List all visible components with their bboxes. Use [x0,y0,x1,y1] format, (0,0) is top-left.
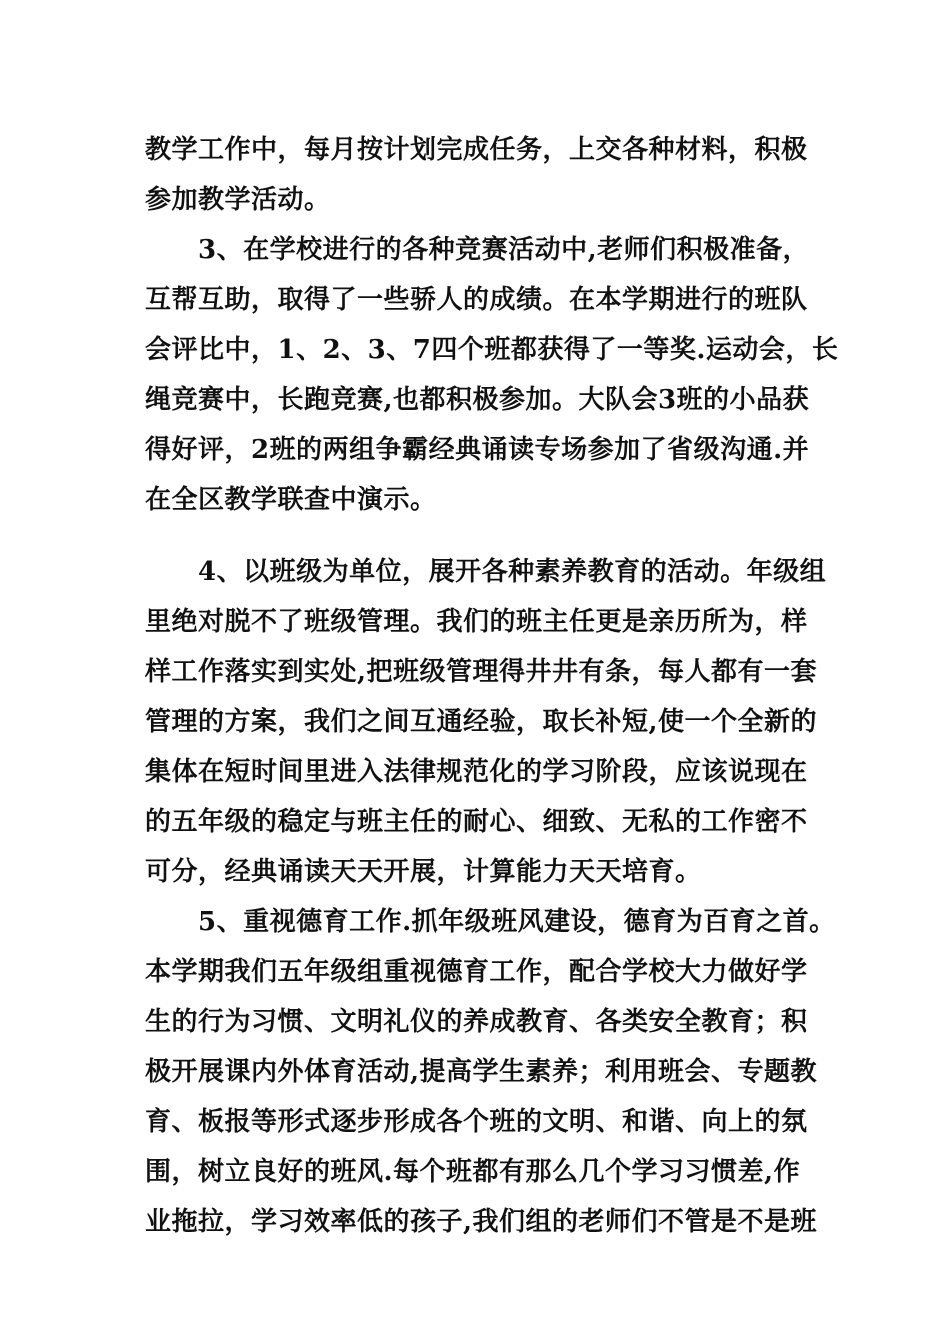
text-line: 育、板报等形式逐步形成各个班的文明、和谐、向上的氛 [145,1107,808,1137]
text-line: 围，树立良好的班风.每个班都有那么几个学习习惯差,作 [145,1157,801,1187]
text-line: 集体在短时间里进入法律规范化的学习阶段，应该说现在 [145,757,808,787]
text-line: 极开展课内外体育活动,提高学生素养；利用班会、专题教 [145,1057,818,1087]
text-line: 业拖拉，学习效率低的孩子,我们组的老师们不管是不是班 [145,1207,818,1237]
text-line: 样工作落实到实处,把班级管理得井井有条，每人都有一套 [145,657,818,687]
text-line: 里绝对脱不了班级管理。我们的班主任更是亲历所为，样 [145,607,808,637]
text-line: 教学工作中，每月按计划完成任务，上交各种材料，积极 [145,135,808,165]
text-line: 管理的方案，我们之间互通经验，取长补短,使一个全新的 [145,707,818,737]
text-line: 会评比中，1、2、3、7四个班都获得了一等奖.运动会，长 [145,335,839,365]
text-line: 互帮互助，取得了一些骄人的成绩。在本学期进行的班队 [145,285,808,315]
paragraph-start-line: 4、以班级为单位，展开各种素养教育的活动。年级组 [198,557,827,587]
text-line: 生的行为习惯、文明礼仪的养成教育、各类安全教育；积 [145,1007,808,1037]
text-line: 本学期我们五年级组重视德育工作，配合学校大力做好学 [145,957,808,987]
paragraph-start-line: 5、重视德育工作.抓年级班风建设，德育为百育之首。 [198,907,836,937]
text-line: 的五年级的稳定与班主任的耐心、细致、无私的工作密不 [145,807,808,837]
text-line: 得好评，2班的两组争霸经典诵读专场参加了省级沟通.并 [145,435,810,465]
text-line: 参加教学活动。 [145,185,331,215]
paragraph-start-line: 3、在学校进行的各种竞赛活动中,老师们积极准备， [198,235,810,265]
text-line: 在全区教学联查中演示。 [145,485,437,515]
text-line: 可分，经典诵读天天开展，计算能力天天培育。 [145,857,702,887]
text-line: 绳竞赛中，长跑竞赛,也都积极参加。大队会3班的小品获 [145,385,810,415]
